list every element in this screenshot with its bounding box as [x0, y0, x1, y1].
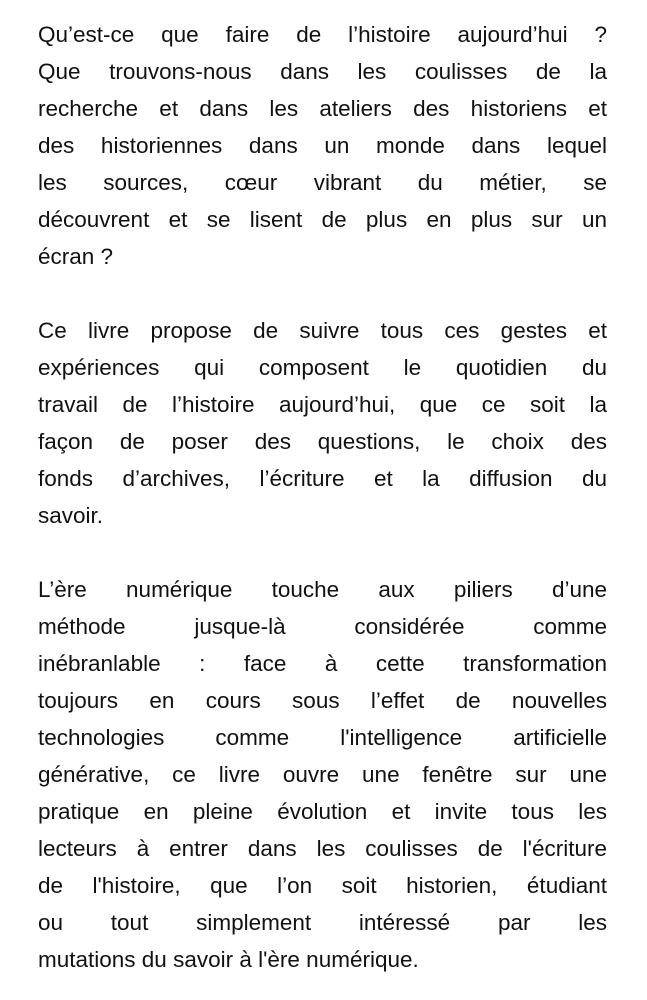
- text-line: les sources, cœur vibrant du métier, se: [38, 170, 607, 195]
- text-line: générative, ce livre ouvre une fenêtre sur une: [38, 762, 607, 787]
- text-line: technologies comme l'intelligence artificielle: [38, 725, 607, 750]
- paragraph-digital-era: [38, 571, 607, 978]
- text-line: recherche et dans les ateliers des historiens et: [38, 96, 607, 121]
- text-line: des historiennes dans un monde dans lequel: [38, 133, 607, 158]
- paragraph-spacer: [38, 275, 607, 312]
- text-line: ou tout simplement intéressé par les: [38, 910, 607, 935]
- text-line: Ce livre propose de suivre tous ces gestes et: [38, 318, 607, 343]
- text-line: Que trouvons-nous dans les coulisses de la: [38, 59, 607, 84]
- text-line: expériences qui composent le quotidien du: [38, 355, 607, 380]
- text-line: travail de l’histoire aujourd’hui, que ce soit la: [38, 392, 607, 417]
- text-line: mutations du savoir à l'ère numérique.: [38, 947, 419, 972]
- text-line: fonds d’archives, l’écriture et la diffusion du: [38, 466, 607, 491]
- text-line: pratique en pleine évolution et invite tous les: [38, 799, 607, 824]
- text-line: toujours en cours sous l’effet de nouvelles: [38, 688, 607, 713]
- text-line: écran ?: [38, 244, 114, 269]
- paragraph-book-purpose: [38, 312, 607, 534]
- text-line: de l'histoire, que l’on soit historien, étudiant: [38, 873, 607, 898]
- text-line: méthode jusque-là considérée comme: [38, 614, 607, 639]
- text-line: inébranlable : face à cette transformation: [38, 651, 607, 676]
- paragraph-intro: [38, 16, 607, 275]
- paragraph-spacer: [38, 534, 607, 571]
- text-line: lecteurs à entrer dans les coulisses de l'écriture: [38, 836, 607, 861]
- text-line: découvrent et se lisent de plus en plus sur un: [38, 207, 607, 232]
- text-line: L’ère numérique touche aux piliers d’une: [38, 577, 607, 602]
- text-line: Qu’est-ce que faire de l’histoire aujourd’hui ?: [38, 22, 607, 47]
- text-line: façon de poser des questions, le choix des: [38, 429, 607, 454]
- text-line: savoir.: [38, 503, 104, 528]
